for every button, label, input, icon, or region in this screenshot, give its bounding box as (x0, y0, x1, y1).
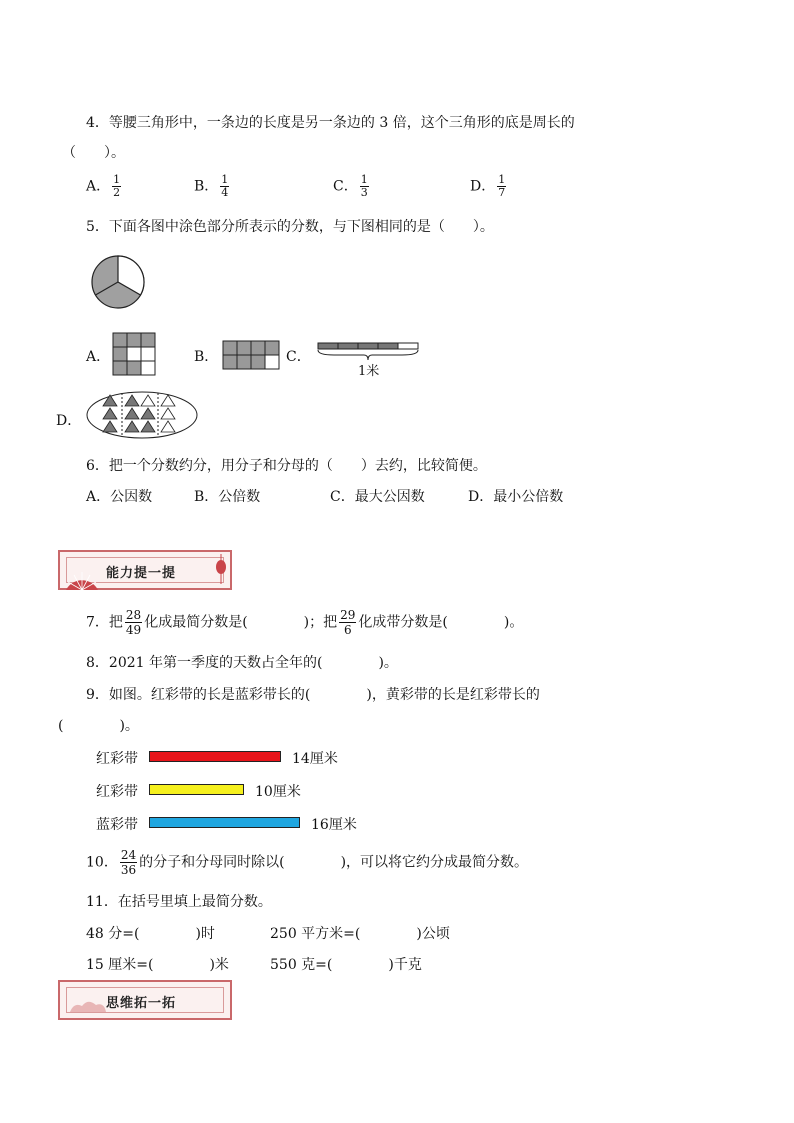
q9-text: 9．如图。红彩带的长是蓝彩带长的( )，黄彩带的长是红彩带长的 (86, 687, 540, 703)
fan-icon (60, 562, 100, 592)
lantern-icon (212, 554, 230, 586)
q4-blank: （ ）。 (62, 145, 125, 161)
q11-item: 15 厘米=( )米 (86, 957, 229, 973)
q6-option-d[interactable]: D．最小公倍数 (468, 489, 564, 505)
ribbon-name: 红彩带 (96, 751, 138, 767)
q4-option-b[interactable]: B． $\frac{1}{4}$ (194, 173, 229, 199)
q11-item: 550 克=( )千克 (270, 957, 422, 973)
q5-text: 5．下面各图中涂色部分所表示的分数，与下图相同的是（ ）。 (86, 219, 494, 235)
q11-item: 250 平方米=( )公顷 (270, 926, 450, 942)
cloud-icon (68, 998, 108, 1016)
banner-title: 能力提一提 (106, 566, 177, 581)
q4-option-a[interactable]: A． $\frac{1}{2}$ (86, 173, 121, 199)
q6-option-b[interactable]: B．公倍数 (194, 489, 261, 505)
q4-option-c[interactable]: C． $\frac{1}{3}$ (333, 173, 368, 199)
q5-option-d-triangles[interactable] (86, 390, 200, 440)
ribbon-length-label: 14厘米 (292, 751, 338, 767)
q10-text: 10． $\frac{24}{36}$ 的分子和分母同时除以( )，可以将它约分成最简分数。 (86, 848, 529, 877)
q5-option-a-label[interactable]: A． (86, 349, 111, 365)
q11-title: 11．在括号里填上最简分数。 (86, 894, 272, 910)
q6-option-a[interactable]: A．公因数 (86, 489, 153, 505)
banner-title: 思维拓一拓 (106, 996, 177, 1011)
q5-option-b-label[interactable]: B． (194, 349, 219, 365)
q6-text: 6．把一个分数约分，用分子和分母的（ ）去约，比较简便。 (86, 458, 487, 474)
ribbon-bar (149, 784, 244, 795)
q5-reference-circle (90, 254, 146, 310)
section-banner-thinking (58, 980, 232, 1020)
q7-text: 7．把 $\frac{28}{49}$ 化成最简分数是( )；把 $\frac{29}{6}$ 化成带分数是( )。 (86, 608, 524, 637)
ribbon-length-label: 16厘米 (311, 817, 357, 833)
q5-option-b-grid[interactable] (222, 340, 282, 370)
q8-text: 8．2021 年第一季度的天数占全年的( )。 (86, 655, 398, 671)
q5-option-a-grid[interactable] (112, 332, 156, 376)
q4-option-d[interactable]: D． $\frac{1}{7}$ (470, 173, 506, 199)
q4-text: 4．等腰三角形中，一条边的长度是另一条边的 3 倍，这个三角形的底是周长的 (86, 115, 575, 131)
ribbon-name: 红彩带 (96, 784, 138, 800)
q5-option-d-label[interactable]: D． (56, 413, 82, 429)
q11-item: 48 分=( )时 (86, 926, 215, 942)
ribbon-bar (149, 817, 300, 828)
q6-option-c[interactable]: C．最大公因数 (330, 489, 425, 505)
section-banner-ability (58, 550, 232, 590)
q5-option-c-unit: 1米 (358, 364, 380, 379)
ribbon-length-label: 10厘米 (255, 784, 301, 800)
q5-option-c-label[interactable]: C． (286, 349, 311, 365)
ribbon-bar (149, 751, 281, 762)
ribbon-name: 蓝彩带 (96, 817, 138, 833)
q9-blank: ( )。 (58, 718, 139, 734)
